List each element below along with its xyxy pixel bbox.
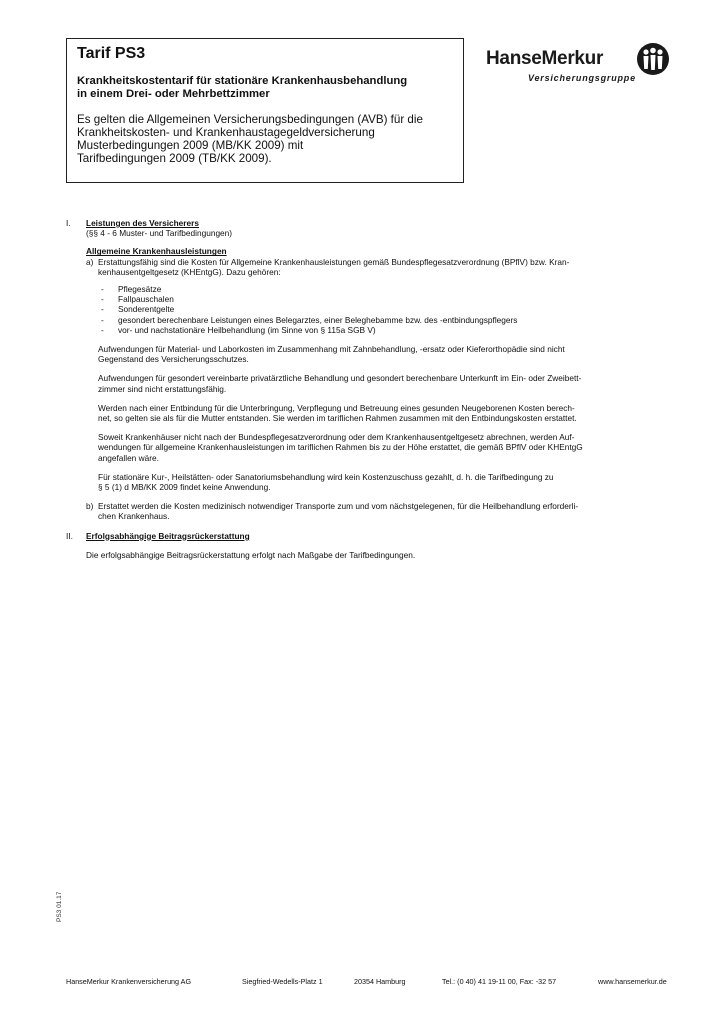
tarif-body-line: Musterbedingungen 2009 (MB/KK 2009) mit [77,139,304,152]
text-line: Für stationäre Kur-, Heilstätten- oder Sanatoriumsbehandlung wird kein Kostenzuschuss gezahlt, d. h. die Tarifbedingung zu [98,471,554,482]
text-line: § 5 (1) d MB/KK 2009 findet keine Anwendung. [98,482,271,493]
text-line: Erstattungsfähig sind die Kosten für Allgemeine Krankenhausleistungen gemäß Bundespflegesatzverordnung (BPflV) bzw. Kran- [98,256,570,267]
tarif-body-line: Es gelten die Allgemeinen Versicherungsbedingungen (AVB) für die [77,113,423,126]
section-1-heading [66,218,676,228]
list-item: - gesondert berechenbare Leistungen eines Belegarztes, einer Beleghebamme bzw. des -entbindungspflegers [98,315,676,325]
text-line: chen Krankenhaus. [98,511,170,522]
text-line: Werden nach einer Entbindung für die Unterbringung, Verpflegung und Betreuung eines gesunden Neugeborenen Kosten berech- [98,402,575,413]
tarif-subtitle-line: in einem Drei- oder Mehrbettzimmer [77,87,270,100]
text-line: Aufwendungen für Material- und Laborkosten im Zusammenhang mit Zahnbehandlung, -ersatz oder Kieferorthopädie sind nicht [98,344,565,355]
list-item: - vor- und nachstationäre Heilbehandlung (im Sinne von § 115a SGB V) [98,325,676,335]
logo-tagline: Versicherungsgruppe [528,73,636,83]
tarif-conditions-text [77,113,453,165]
item-letter: b) [86,501,94,512]
paragraph [98,344,676,364]
section-title: Erfolgsabhängige Beitragsrückerstattung [86,530,250,541]
paragraph [98,403,676,423]
text-line: wendungen für allgemeine Krankenhausleistungen im tariflichen Rahmen bis zu der Höhe erstattet, die gemäß BPflV oder KHEntgG [98,442,583,453]
logo-wordmark: HanseMerkur [486,48,604,69]
paragraph [98,432,676,463]
item-letter: a) [86,256,94,267]
text-line: Erstattet werden die Kosten medizinisch notwendiger Transporte zum und vom nächstgelegenen, für die Heilbehandlung erforderli- [98,501,579,512]
document-code: PS3 01.17 [56,891,63,922]
text-line: Soweit Krankenhäuser nicht nach der Bundespflegesatzverordnung oder dem Krankenhausentgeltgesetz abrechnen, werden Auf- [98,432,575,443]
tarif-header-box [66,38,464,183]
section-title: Leistungen des Versicherers [86,218,199,228]
tarif-body-line: Krankheitskosten- und Krankenhaustagegeldversicherung [77,126,375,139]
section-2-text: Die erfolgsabhängige Beitragsrückerstattung erfolgt nach Maßgabe der Tarifbedingungen. [86,549,416,560]
section-reference: (§§ 4 - 6 Muster- und Tarifbedingungen) [86,228,233,239]
text-line: kenhausentgeltgesetz (KHEntgG). Dazu gehören: [98,266,281,277]
tarif-subtitle-line: Krankheitskostentarif für stationäre Krankenhausbehandlung [77,75,408,87]
footer-web: www.hansemerkur.de [598,977,667,986]
footer-city: 20354 Hamburg [354,977,406,986]
footer-street: Siegfried-Wedells-Platz 1 [242,977,323,986]
footer-company: HanseMerkur Krankenversicherung AG [66,977,192,986]
list-item: - Fallpauschalen [98,294,676,304]
section-2-heading [66,531,676,541]
section-number: I. [66,218,71,228]
item-b-text [98,501,676,521]
text-line: net, so gelten sie als für die Mutter entstanden. Sie werden im tariflichen Rahmen zusammen mit den Entbindungskosten erstattet. [98,413,577,424]
text-line: Gegenstand des Versicherungsschutzes. [98,354,249,365]
benefits-list [98,284,676,335]
tarif-subtitle [77,75,453,100]
text-line: zimmer sind nicht erstattungsfähig. [98,383,227,394]
footer-phone: Tel.: (0 40) 41 19-11 00, Fax: -32 57 [442,977,557,986]
tarif-body-line: Tarifbedingungen 2009 (TB/KK 2009). [77,152,272,165]
item-b [66,501,676,521]
text-line: Aufwendungen für gesondert vereinbarte privatärztliche Behandlung und gesondert berechenbare Unterkunft im Ein- oder Zweibett- [98,373,582,384]
item-a-intro [98,257,676,277]
paragraph [98,373,676,393]
tariff-content [66,218,676,560]
company-logo [486,42,672,102]
list-item: - Pflegesätze [98,284,676,294]
list-item: - Sonderentgelte [98,304,676,314]
text-line: angefallen wäre. [98,452,159,463]
people-emblem-icon [636,42,670,76]
paragraph [98,472,676,492]
tarif-title: Tarif PS3 [77,45,146,62]
subsection-title: Allgemeine Krankenhausleistungen [86,246,227,257]
section-number: II. [66,530,73,541]
page-footer [66,977,676,989]
item-a [66,257,676,493]
